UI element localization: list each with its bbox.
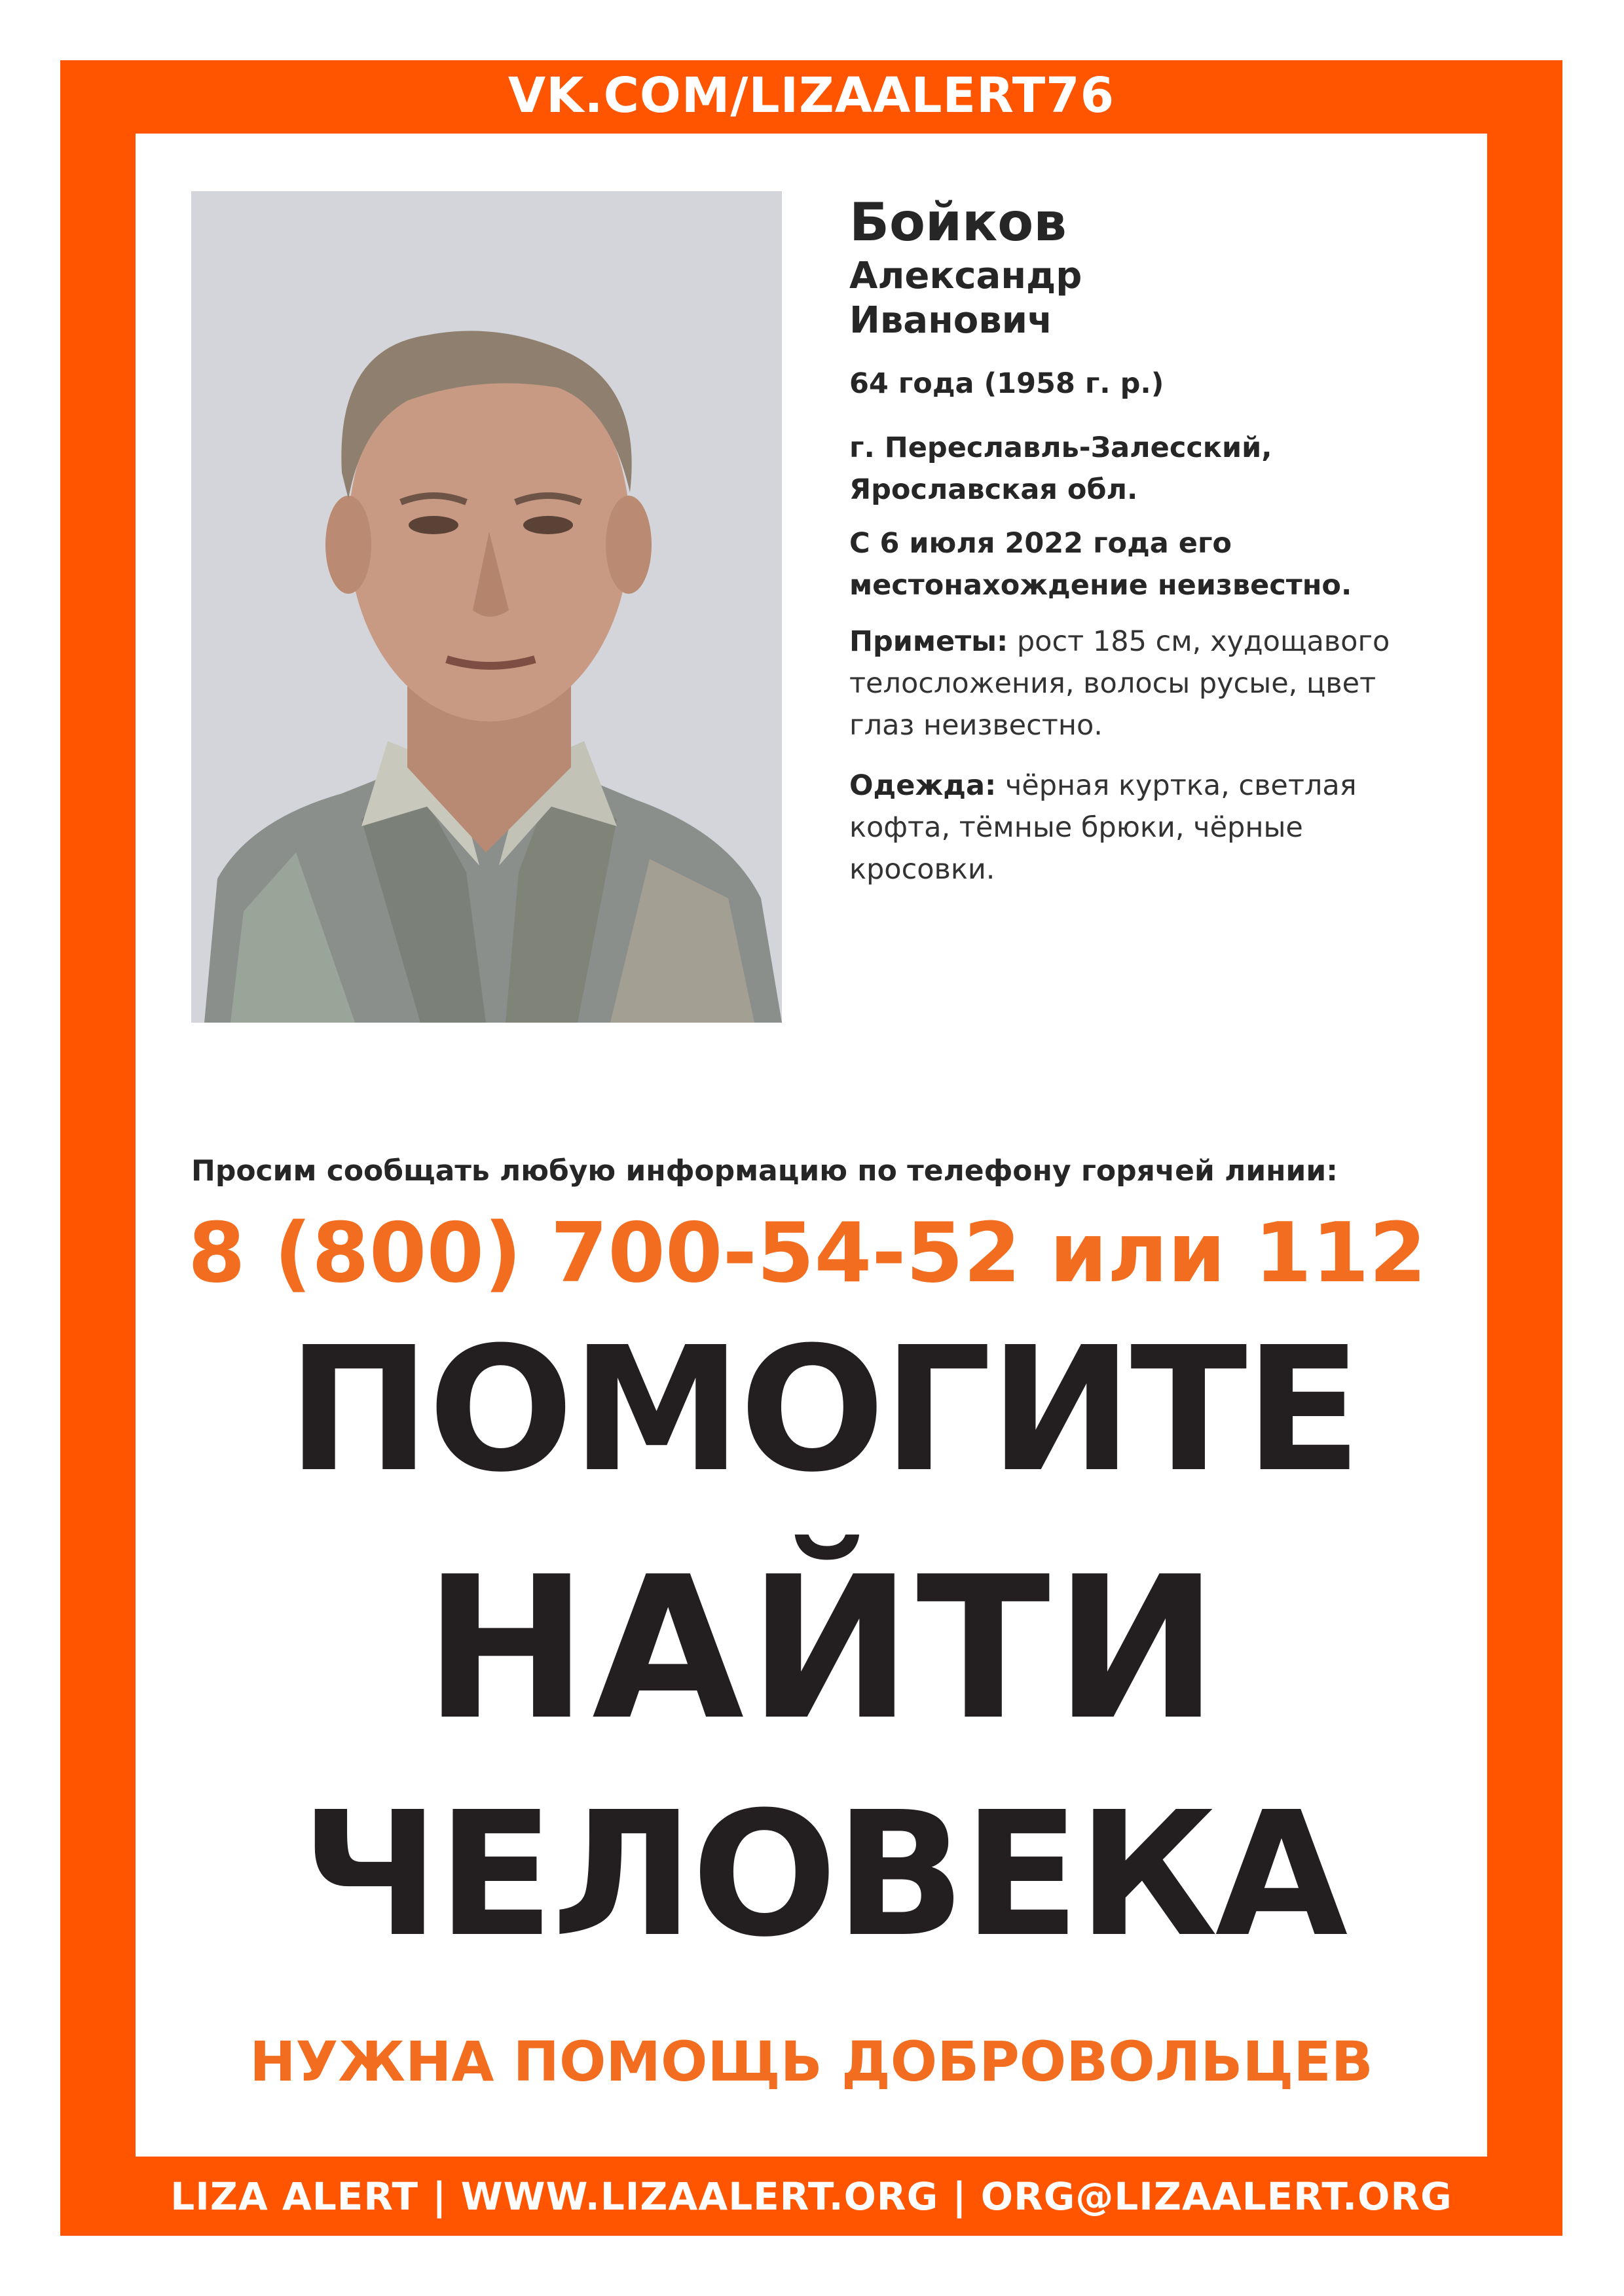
headline-line-1: ПОМОГИТЕ (287, 1310, 1359, 1510)
clothes-line-2: кофта, тёмные брюки, чёрные (849, 811, 1303, 844)
clothes-label: Одежда: (849, 769, 997, 802)
person-age: 64 года (1958 г. р.) (849, 367, 1164, 400)
signs-label: Приметы: (849, 625, 1008, 658)
missing-since-line-1: С 6 июля 2022 года его (849, 527, 1232, 560)
clothes-text-1: чёрная куртка, светлая (996, 769, 1357, 802)
signs-text-1: рост 185 см, худощавого (1008, 625, 1390, 658)
header-url: VK.COM/LIZAALERT76 (507, 67, 1115, 124)
clothes-line-1 (849, 765, 1498, 807)
person-details (849, 191, 1498, 890)
signs-line-2: телосложения, волосы русые, цвет (849, 667, 1376, 700)
headline-line-3: ЧЕЛОВЕКА (301, 1775, 1346, 1975)
volunteers-needed: НУЖНА ПОМОЩЬ ДОБРОВОЛЬЦЕВ (249, 2030, 1373, 2094)
poster-frame (60, 60, 1562, 2236)
person-surname: Бойков (849, 192, 1067, 253)
location-line-2: Ярославская обл. (849, 473, 1138, 506)
footer-contacts: LIZA ALERT | WWW.LIZAALERT.ORG | ORG@LIZAALERT.ORG (170, 2174, 1452, 2219)
person-patronymic: Иванович (849, 299, 1053, 342)
person-portrait-image (191, 191, 782, 1023)
missing-person-photo (191, 191, 782, 1023)
person-first-name: Александр (849, 255, 1082, 297)
hotline-request: Просим сообщать любую информацию по телефону горячей линии: (191, 1154, 1338, 1188)
poster-content (136, 134, 1487, 2157)
location-line-1: г. Переславль-Залесский, (849, 431, 1272, 464)
missing-since-line-2: местонахождение неизвестно. (849, 569, 1352, 602)
hotline-phone: 8 (800) 700-54-52 или 112 (188, 1205, 1427, 1301)
headline-line-2: НАЙТИ (423, 1535, 1223, 1763)
signs-line-1 (849, 621, 1498, 663)
signs-line-3: глаз неизвестно. (849, 709, 1103, 742)
clothes-line-3: кросовки. (849, 853, 995, 886)
